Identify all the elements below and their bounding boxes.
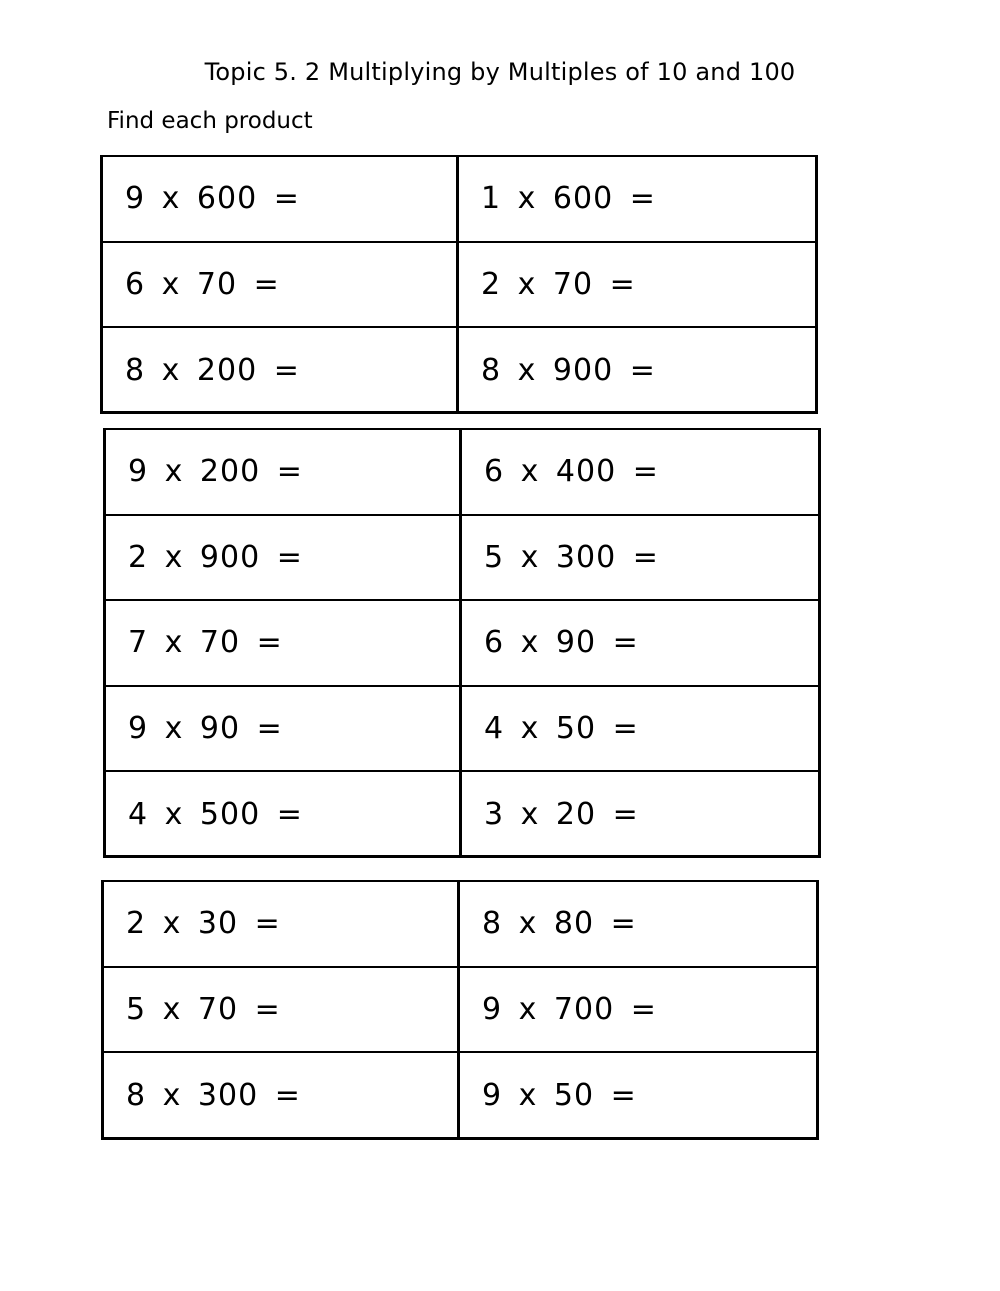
problem-grid-3 xyxy=(101,880,819,1140)
problem-cell: 9 x 700 = xyxy=(460,968,816,1054)
problem-cell: 9 x 200 = xyxy=(106,430,462,516)
problem-cell: 9 x 600 = xyxy=(103,157,459,243)
problem-cell: 5 x 300 = xyxy=(462,516,818,602)
problem-grid-2 xyxy=(103,428,821,858)
problem-cell: 2 x 70 = xyxy=(459,243,815,329)
problem-cell: 2 x 900 = xyxy=(106,516,462,602)
problem-cell: 5 x 70 = xyxy=(104,968,460,1054)
problem-cell: 7 x 70 = xyxy=(106,601,462,687)
problem-cell: 8 x 80 = xyxy=(460,882,816,968)
problem-cell: 9 x 90 = xyxy=(106,687,462,773)
problem-cell: 4 x 500 = xyxy=(106,772,462,858)
problem-cell: 2 x 30 = xyxy=(104,882,460,968)
problem-cell: 3 x 20 = xyxy=(484,797,639,833)
problem-cell: 4 x 50 = xyxy=(462,687,818,773)
problem-cell: 9 x 50 = xyxy=(482,1078,637,1114)
page-title: Topic 5. 2 Multiplying by Multiples of 10 and 100 xyxy=(204,58,796,86)
problem-cell: 1 x 600 = xyxy=(459,157,815,243)
instructions: Find each product xyxy=(107,108,313,134)
problem-cell: 8 x 300 = xyxy=(104,1053,460,1139)
problem-cell: 6 x 90 = xyxy=(462,601,818,687)
problem-cell: 6 x 400 = xyxy=(462,430,818,516)
problem-cell: 8 x 900 = xyxy=(481,353,656,389)
problem-cell: 8 x 200 = xyxy=(103,328,459,414)
problem-grid-1 xyxy=(100,155,818,414)
problem-cell: 6 x 70 = xyxy=(103,243,459,329)
